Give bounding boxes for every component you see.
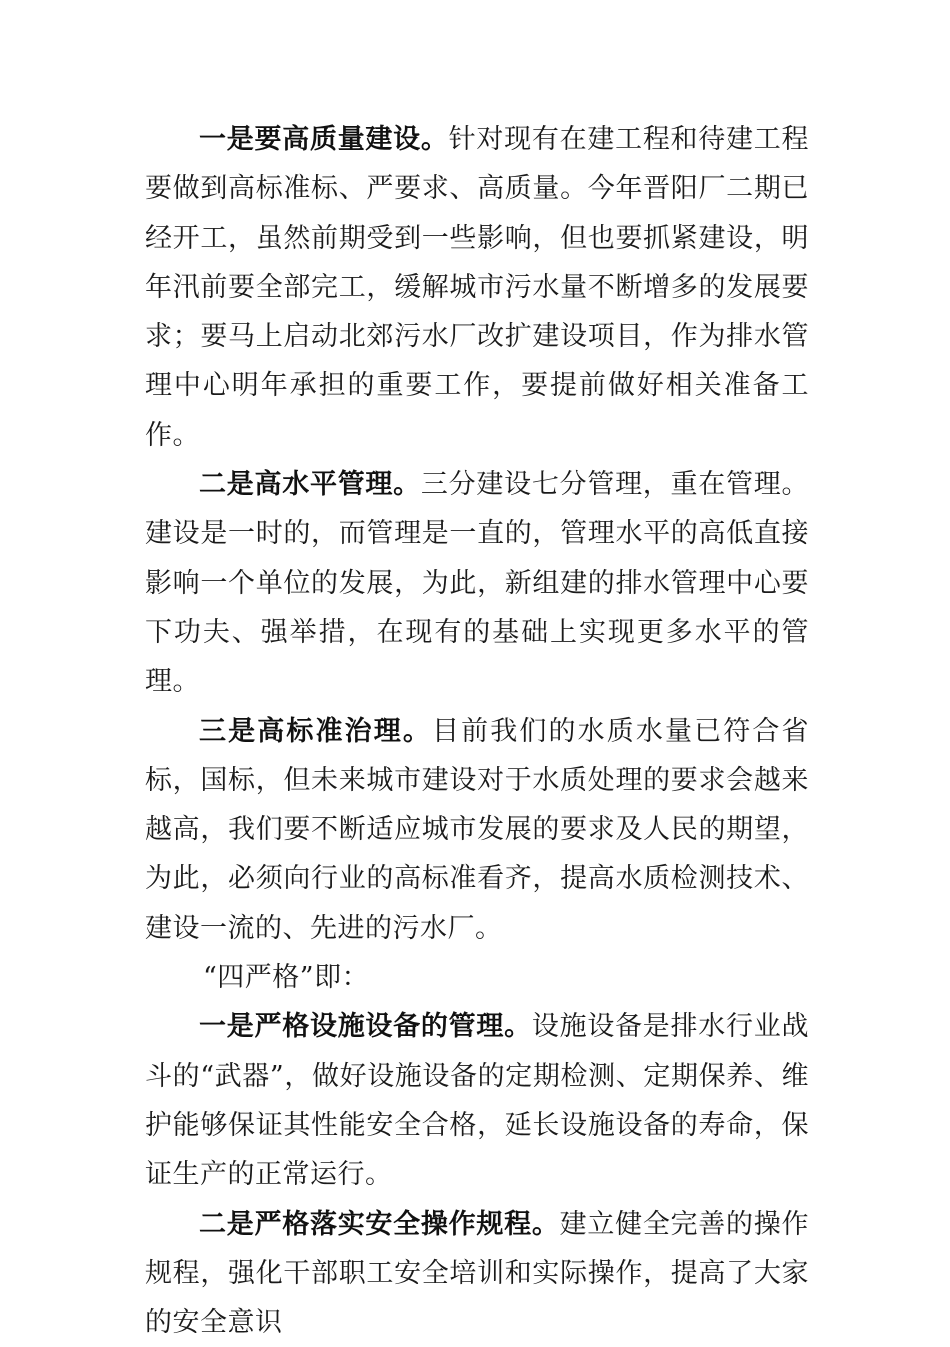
paragraph-lead: 二是高水平管理。 <box>199 469 421 501</box>
paragraph-text: 针对现有在建工程和待建工程要做到高标准标、严要求、高质量。今年晋阳厂二期已经开工，虽然前期受到一些影响，但也要抓紧建设，明年汛前要全部完工，缓解城市污水量不断增多的发展要求；要马上启动北郊污水厂改扩建设项目，作为排水管理中心明年承担的重要工作，要提前做好相关准备工作。 <box>145 124 810 451</box>
paragraph-lead: 二是严格落实安全操作规程。 <box>199 1208 560 1240</box>
paragraph-text: “四严格”即： <box>203 962 370 994</box>
paragraph-text: 目前我们的水质水量已符合省标，国标，但未来城市建设对于水质处理的要求会越来越高，我们要不断适应城市发展的要求及人民的期望，为此，必须向行业的高标准看齐，提高水质检测技术、建设一流的、先进的污水厂。 <box>145 715 809 944</box>
paragraph-text: 建立健全完善的操作规程，强化干部职工安全培训和实际操作，提高了大家的安全意识 <box>145 1208 810 1339</box>
paragraph-text: 设施设备是排水行业战斗的“武器”，做好设施设备的定期检测、定期保养、维护能够保证其性能安全合格，延长设施设备的寿命，保证生产的正常运行。 <box>145 1011 810 1191</box>
section-heading-four-strict <box>145 953 809 1002</box>
paragraph-strict-safety-procedures <box>145 1200 809 1347</box>
paragraph-lead: 一是严格设施设备的管理。 <box>199 1011 532 1043</box>
paragraph-strict-equipment-management <box>145 1002 809 1199</box>
paragraph-lead: 一是要高质量建设。 <box>199 124 449 155</box>
paragraph-high-level-management <box>145 460 809 706</box>
paragraph-text: 三分建设七分管理，重在管理。建设是一时的，而管理是一直的，管理水平的高低直接影响一个单位的发展，为此，新组建的排水管理中心要下功夫、强举措，在现有的基础上实现更多水平的管理。 <box>145 469 810 698</box>
paragraph-high-quality-construction <box>145 115 809 460</box>
document-body <box>145 115 809 1347</box>
paragraph-high-standard-treatment <box>145 707 809 953</box>
paragraph-lead: 三是高标准治理。 <box>199 715 432 747</box>
